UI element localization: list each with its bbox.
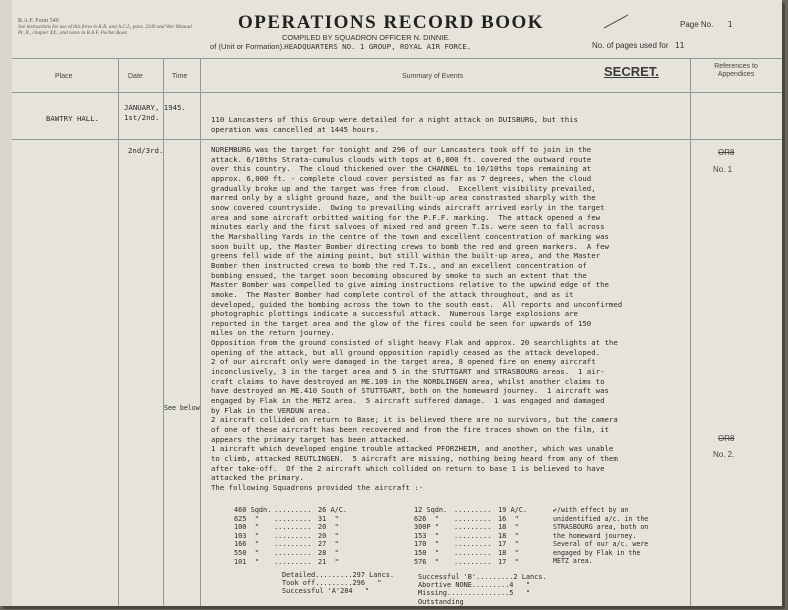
squadron-number: 12 Sqdn. bbox=[414, 506, 448, 514]
page-number-label: Page No. bbox=[680, 20, 714, 29]
dot-leader: ......... bbox=[454, 506, 492, 514]
dot-leader: ......... bbox=[454, 549, 492, 557]
entry2-date: 2nd/3rd. bbox=[128, 146, 164, 155]
dot-leader: ......... bbox=[454, 540, 492, 549]
entry2-time-note: See below bbox=[164, 404, 200, 412]
dot-leader: ......... bbox=[454, 514, 492, 523]
column-divider-place bbox=[118, 58, 119, 606]
appendix-ref2-struck: OR8 bbox=[718, 434, 735, 443]
squadron-number: 625 " bbox=[234, 514, 259, 523]
aircraft-count: 16 " bbox=[498, 514, 519, 523]
squadron-row bbox=[234, 506, 347, 514]
unit-line bbox=[210, 42, 471, 51]
squadron-row bbox=[234, 523, 339, 531]
squadron-number: 550 " bbox=[234, 549, 259, 557]
entry1-date-day: 1st/2nd. bbox=[124, 113, 160, 122]
squadron-number: 576 " bbox=[414, 557, 439, 566]
squadron-row bbox=[414, 515, 519, 523]
total-line: Successful 'A'284 " bbox=[282, 587, 370, 596]
column-divider-date bbox=[163, 58, 164, 606]
dot-leader: ......... bbox=[454, 523, 492, 532]
aircraft-count: 18 " bbox=[498, 549, 519, 557]
aircraft-count: 21 " bbox=[318, 557, 339, 566]
squadron-number: 100 " bbox=[234, 523, 259, 532]
dot-leader: ......... bbox=[454, 557, 492, 566]
squadron-row bbox=[234, 540, 339, 548]
aircraft-count: 19 A/C. bbox=[498, 506, 528, 514]
unit-name: HEADQUARTERS NO. 1 GROUP, ROYAL AIR FORCE. bbox=[284, 42, 472, 51]
squadron-row bbox=[234, 558, 339, 566]
squadron-number: 166 " bbox=[234, 540, 259, 549]
dot-leader: ......... bbox=[274, 549, 312, 557]
appendix-ref1-struck: OR8 bbox=[718, 148, 735, 157]
compiled-by: COMPILED BY SQUADRON OFFICER N. DINNIE. bbox=[282, 33, 451, 42]
squadron-number: 300P " bbox=[414, 523, 439, 532]
squadron-number: 170 " bbox=[414, 540, 439, 549]
squadron-row bbox=[234, 515, 339, 523]
entry1-date-month: JANUARY, 1945. bbox=[124, 103, 186, 112]
page-number-field bbox=[680, 20, 732, 29]
pages-used-label: No. of pages used for bbox=[592, 41, 669, 50]
squadron-row bbox=[414, 549, 519, 557]
page-margin bbox=[0, 0, 12, 606]
header-rule-top bbox=[12, 58, 782, 59]
squadron-number: 626 " bbox=[414, 514, 439, 523]
side-note: ✔/with effect by an unidentified a/c. in the STRASBOURG area, both on the homeward journey. Several of our a/c. were engaged by Flak in the METZ area. bbox=[553, 506, 649, 565]
pen-tick-mark bbox=[602, 12, 632, 32]
pages-used-value: 11 bbox=[674, 41, 685, 50]
total-line: Outstanding bbox=[418, 597, 464, 606]
squadron-row bbox=[234, 532, 339, 540]
aircraft-count: 26 A/C. bbox=[318, 506, 348, 514]
column-header-summary: Summary of Events bbox=[402, 73, 464, 80]
aircraft-count: 27 " bbox=[318, 540, 339, 549]
squadron-row bbox=[414, 558, 519, 566]
appendix-ref2: No. 2. bbox=[713, 450, 735, 459]
dot-leader: ......... bbox=[454, 531, 492, 540]
dot-leader: ......... bbox=[274, 540, 312, 549]
entry1-summary: 110 Lancasters of this Group were detailed for a night attack on DUISBURG, but this operation was cancelled at 1445 hours. bbox=[211, 115, 578, 134]
classification-stamp: SECRET. bbox=[604, 64, 659, 79]
aircraft-count: 28 " bbox=[318, 549, 339, 557]
aircraft-count: 31 " bbox=[318, 514, 339, 523]
total-line: Missing...............5 " bbox=[418, 589, 531, 598]
form-instructions: See instructions for use of this form in K.R. and A.C.I., para. 2349 and War Manual Pt. II., chapter XX., and notes in R.A.F. Pocket Book. bbox=[18, 24, 192, 36]
pages-used-field bbox=[592, 41, 684, 50]
squadron-row bbox=[414, 532, 519, 540]
squadron-row bbox=[414, 540, 519, 548]
total-line: Abortive NONE.........4 " bbox=[418, 581, 531, 590]
aircraft-count: 18 " bbox=[498, 531, 519, 540]
column-header-date: Date bbox=[128, 73, 143, 80]
aircraft-count: 17 " bbox=[498, 557, 519, 566]
squadron-number: 153 " bbox=[414, 531, 439, 540]
page-title: OPERATIONS RECORD BOOK bbox=[238, 12, 545, 33]
unit-prefix: of (Unit or Formation). bbox=[210, 42, 285, 51]
aircraft-count: 20 " bbox=[318, 523, 339, 532]
header-rule-bottom bbox=[12, 92, 782, 93]
entry2-summary: NUREMBURG was the target for tonight and 296 of our Lancasters took off to join in the attack. 6/10ths Strata-cumulus clouds with tops at 6,000 ft. covered the outward route over this country. The cloud thickened over the CHANNEL to 10/10ths tops remaining at approx. 6,000 ft. - complete cloud cover persisted as far as 7 degrees, when the cloud gradually broke up and the target was free from cloud. Excellent visibility prevailed, marred only by a slight ground haze, and the built-up area constrasted sharply with the snow covered countryside. Owing to prevailing winds aircraft arrived early in the target area and some aircraft orbitted waiting for the P.F.F. marking. The attack opened a few minutes early and the first salvoes of mixed red and green T.Is. were seen to fall across the Marshalling Yards in the centre of the town and excellent concentration of marking was soon built up, the Master Bomber directing crews to bomb the red and green markers. A few greens fell wide of the aiming point, but still within the built-up area, and the Master Bomber then instructed crews to bomb the red T.Is., and an excellent concentration of bombing ensued, the target soon becoming obscured by smoke to such an extent that the Master Bomber was compelled to give aiming instructions relative to the upwind edge of the smoke. The Master Bomber had complete control of the attack throughout, and as it developed, guided the bombing across the town to the south east. All reports and unconfirmed photographic plottings indicate a successful attack. Numerous large explosions are reported in the target area and the glow of the fires could be seen for upwards of 150 miles on the return journey. Opposition from the ground consisted of slight heavy Flak and approx. 20 searchlights at the opening of the attack, but all ground opposition rapidly ceased as the attack developed. 2 of our aircraft only were damaged in the target area, 8 opened fire on enemy aircraft inconclusively, 3 in the target area and 5 in the STUTTGART and STRASBOURG areas. 1 air- craft claims to have destroyed an ME.109 in the NORDLINGEN area, whilst another claims to have destroyed an ME.410 South of STUTTGART, both on the homeward journey. 1 aircraft was engaged by Flak in the METZ area. 5 aircraft suffered damage. 1 was engaged and damaged by Flak in the VERDUN area. 2 aircraft collided on return to Base; it is believed there are no survivors, but the camera of one of these aircraft has been recovered and from the fire traces shown on the film, it appears the primary target has been attacked. 1 aircraft which developed engine trouble attacked PFORZHEIM, and another, which was unable to climb, attacked REUTLINGEN. 5 aircraft are missing, nothing being heard from any of them after take-off. Of the 2 aircraft which collided on return to base 1 is believed to have attacked the primary. The following Squadrons provided the aircraft :- bbox=[211, 145, 623, 492]
appendix-ref1: No. 1 bbox=[713, 165, 733, 174]
aircraft-count: 20 " bbox=[318, 531, 339, 540]
aircraft-count: 18 " bbox=[498, 523, 519, 532]
column-header-place: Place bbox=[55, 73, 73, 80]
page-number-value: 1 bbox=[727, 20, 733, 29]
total-line: Detailed.........297 Lancs. bbox=[282, 571, 395, 579]
squadron-number: 101 " bbox=[234, 557, 259, 566]
dot-leader: ......... bbox=[274, 557, 312, 566]
total-line: Successful 'B'.........2 Lancs. bbox=[418, 573, 547, 581]
entry-separator bbox=[12, 139, 782, 140]
total-line: Took off.........296 " bbox=[282, 579, 382, 588]
squadron-row bbox=[234, 549, 339, 557]
squadron-number: 460 Sqdn. bbox=[234, 506, 272, 514]
dot-leader: ......... bbox=[274, 523, 312, 532]
column-header-references: References to Appendices bbox=[714, 63, 758, 78]
aircraft-count: 17 " bbox=[498, 540, 519, 549]
column-header-time: Time bbox=[172, 73, 188, 80]
column-divider-time bbox=[200, 58, 201, 606]
form-number: R.A.F. Form 540 bbox=[18, 18, 59, 24]
entry1-place: BAWTRY HALL. bbox=[46, 114, 100, 123]
squadron-row bbox=[414, 506, 527, 514]
squadron-row bbox=[414, 523, 519, 531]
column-divider-summary bbox=[690, 58, 691, 606]
squadron-number: 103 " bbox=[234, 531, 259, 540]
dot-leader: ......... bbox=[274, 506, 312, 514]
dot-leader: ......... bbox=[274, 514, 312, 523]
dot-leader: ......... bbox=[274, 531, 312, 540]
squadron-number: 150 " bbox=[414, 549, 439, 557]
form-reference-note bbox=[18, 18, 196, 36]
